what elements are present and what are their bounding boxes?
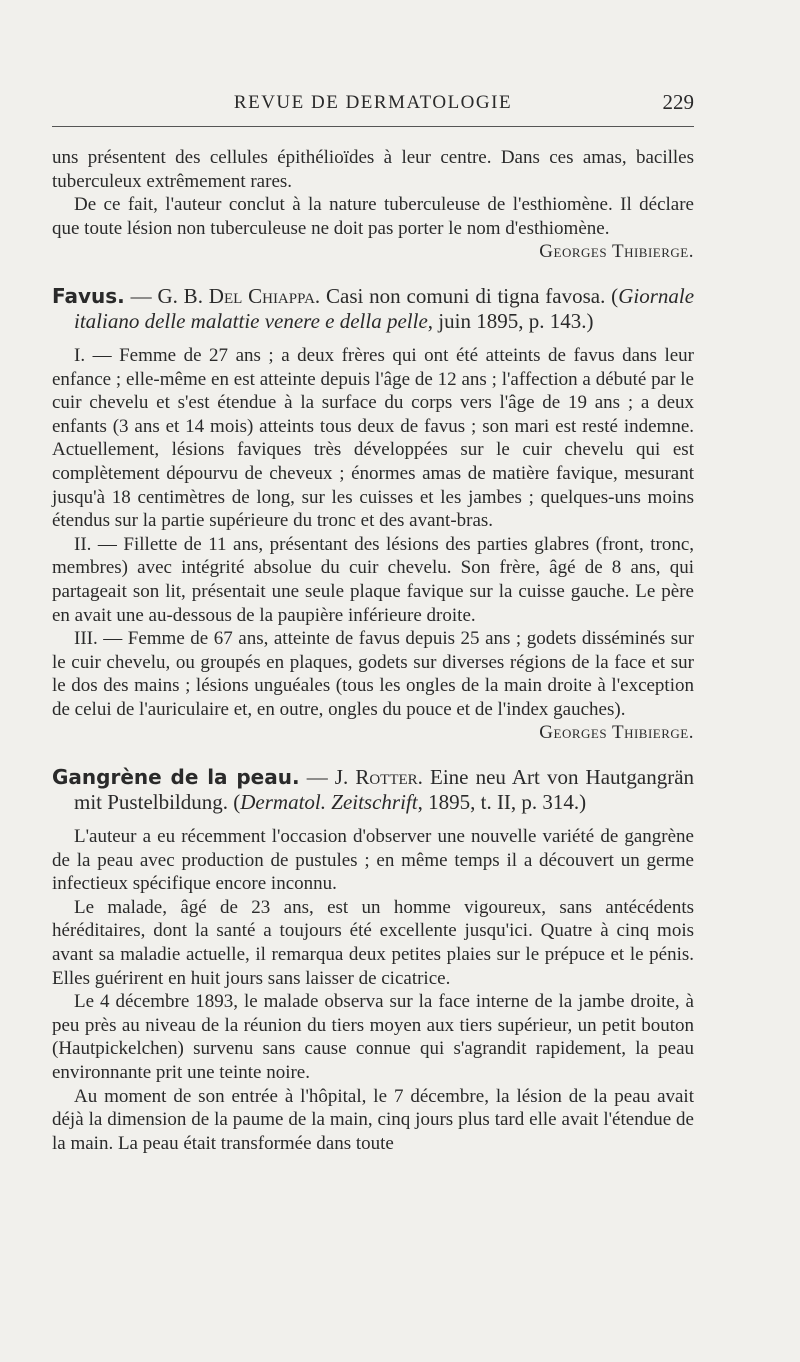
article-title: . Casi non comuni di tigna favosa. (	[314, 283, 619, 308]
article-lead: Favus.	[52, 283, 125, 308]
heading-dash: —	[124, 283, 158, 308]
heading-dash: —	[299, 765, 335, 790]
author-name: Del Chiappa	[208, 283, 315, 308]
paragraph: Le 4 décembre 1893, le malade observa sur la face interne de la jambe droite, à peu près au niveau de la réunion du tiers moyen aux tiers supérieur, un petit bouton (Hautpickelchen) survenu sans cause connue qui s'agrandit rapidement, la peau environnante prit une teinte noire.	[52, 991, 694, 1083]
continuation-paragraph-1: uns présentent des cellules épithélioïdes à leur centre. Dans ces amas, bacilles tuberculeux extrêmement rares.	[52, 147, 694, 192]
article-title: . Eine neu Art von Hautgangrän mit Pustelbildung. (	[74, 765, 695, 815]
article-heading-favus	[52, 284, 694, 334]
page-header	[52, 88, 694, 118]
journal-name: Dermatol. Zeitschrift	[240, 790, 418, 815]
article-heading-gangrene	[52, 765, 694, 815]
continuation-text: De ce fait, l'auteur conclut à la nature tuberculeuse de l'esthiomène. Il déclare que toute lésion non tuberculeuse ne doit pas porter le nom d'esthiomène.	[52, 194, 694, 239]
paragraph-text: III. — Femme de 67 ans, atteinte de favus depuis 25 ans ; godets disséminés sur le cuir chevelu, ou groupés en plaques, godets sur diverses régions de la face et sur le dos des mains ; lésions unguéales (tous les ongles de la main droite à l'exception de celui de l'auriculaire et, en outre, ongles du pouce et de l'index gauches).	[52, 628, 694, 720]
running-title: REVUE DE DERMATOLOGIE	[233, 92, 513, 113]
page-body	[52, 146, 694, 1155]
paragraph: I. — Femme de 27 ans ; a deux frères qui ont été atteints de favus dans leur enfance ; elle-même en est atteinte depuis l'âge de 12 ans ; l'affection a débuté par le cuir chevelu et s'est étendue à la surface du corps vers l'âge de 19 ans ; a deux enfants (3 ans et 14 mois) atteints tous deux de favus ; son mari est resté indemne. Actuellement, lésions faviques très développées sur le cuir chevelu qui est complètement dépourvu de cheveux ; énormes amas de matière favique, mesurant jusqu'à 18 centimètres de long, sur les cuisses et les jambes ; quelques-uns moins étendus sur la partie supérieure du tronc et des avant-bras.	[52, 344, 694, 532]
article-lead: Gangrène de la peau.	[52, 765, 300, 790]
journal-name: Giornale italiano delle malattie venere e della pelle	[74, 283, 695, 333]
author-name: Rotter	[355, 765, 418, 790]
header-rule	[52, 126, 694, 127]
page-number: 229	[662, 90, 694, 114]
continuation-paragraph-2	[52, 193, 694, 264]
paragraph: Le malade, âgé de 23 ans, est un homme vigoureux, sans antécédents héréditaires, dont la santé a toujours été excellente jusqu'ici. Quatre à cinq mois avant sa maladie actuelle, il remarqua deux petites plaies sur le prépuce et le pénis. Elles guérirent en huit jours sans laisser de cicatrice.	[52, 896, 694, 989]
signature: Georges Thibierge.	[539, 722, 694, 744]
author-initials: G. B.	[157, 283, 209, 308]
citation: , juin 1895, p. 143.)	[427, 308, 594, 333]
citation: , 1895, t. II, p. 314.)	[417, 790, 587, 815]
paragraph: Au moment de son entrée à l'hôpital, le 7 décembre, la lésion de la peau avait déjà la dimension de la paume de la main, cinq jours plus tard elle avait l'étendue de la main. La peau était transformée dans toute	[52, 1085, 694, 1154]
signature: Georges Thibierge.	[539, 241, 694, 263]
paragraph: II. — Fillette de 11 ans, présentant des lésions des parties glabres (front, tronc, membres) avec intégrité absolue du cuir chevelu. Son frère, âgé de 8 ans, qui partageait son lit, présentait une seule plaque favique sur la cuisse gauche. Le père en avait une au-dessous de la paupière inférieure droite.	[52, 533, 694, 626]
author-initials: J.	[334, 765, 356, 790]
paragraph-with-signature	[52, 627, 694, 745]
paragraph: L'auteur a eu récemment l'occasion d'observer une nouvelle variété de gangrène de la peau avec production de pustules ; en même temps il a découvert un germe infectieux spécifique encore inconnu.	[52, 826, 694, 895]
